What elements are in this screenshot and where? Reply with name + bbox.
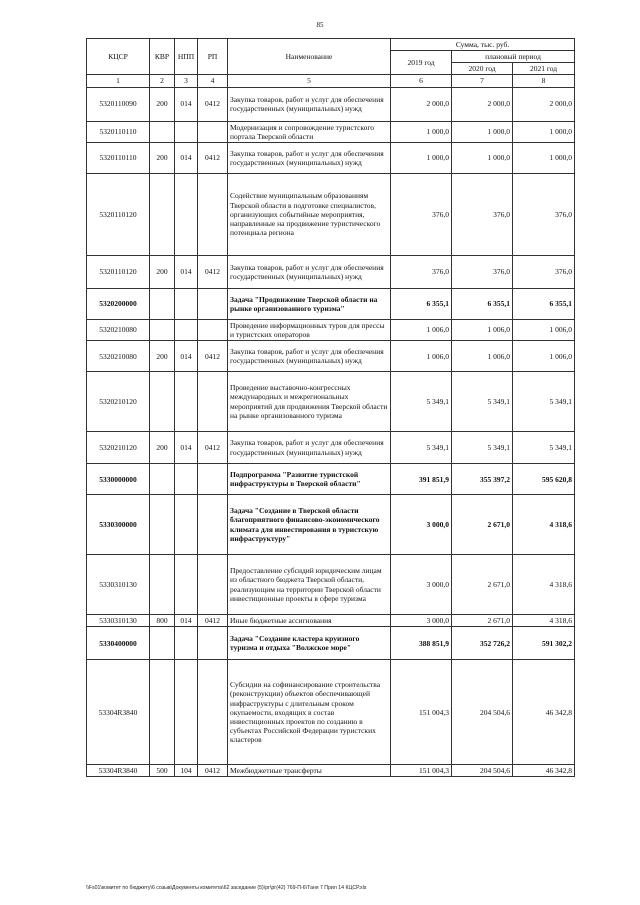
header-num: 7	[452, 75, 513, 87]
row-code: 5330400000	[87, 627, 150, 660]
row-value-2019: 151 004,3	[391, 660, 452, 765]
row-value-2020: 376,0	[452, 255, 513, 288]
row-value-2020: 1 006,0	[452, 341, 513, 372]
row-name: Закупка товаров, работ и услуг для обеспечения государственных (муниципальных) нужд	[228, 255, 391, 288]
header-rp: РП	[198, 39, 228, 75]
row-kvr	[150, 319, 175, 340]
row-code: 5330000000	[87, 464, 150, 495]
row-rp: 0412	[198, 142, 228, 173]
table-row	[87, 255, 575, 288]
row-npp: 014	[175, 142, 198, 173]
row-npp	[175, 464, 198, 495]
row-npp	[175, 555, 198, 615]
row-value-2021: 376,0	[513, 173, 575, 255]
row-code: 5320210080	[87, 319, 150, 340]
row-value-2019: 1 000,0	[391, 121, 452, 142]
row-kvr	[150, 372, 175, 432]
row-code: 5320110120	[87, 255, 150, 288]
row-name: Проведение выставочно-конгрессных международных и межрегиональных мероприятий для продвижения Тверской области на рынке организованного туризма	[228, 372, 391, 432]
row-name: Закупка товаров, работ и услуг для обеспечения государственных (муниципальных) нужд	[228, 142, 391, 173]
row-value-2021: 1 006,0	[513, 341, 575, 372]
row-code: 5320210120	[87, 372, 150, 432]
row-code: 53304R3840	[87, 660, 150, 765]
row-npp	[175, 660, 198, 765]
header-kcsr: КЦСР	[87, 39, 150, 75]
row-code: 5320200000	[87, 288, 150, 319]
header-kvr: КВР	[150, 39, 175, 75]
row-name: Задача "Создание в Тверской области благоприятного финансово-экономического климата для инвестирования в туристскую инфраструктуру"	[228, 495, 391, 555]
row-value-2020: 1 006,0	[452, 319, 513, 340]
row-rp: 0412	[198, 765, 228, 777]
row-kvr	[150, 288, 175, 319]
row-code: 5330310130	[87, 615, 150, 627]
row-npp	[175, 288, 198, 319]
page-number: 85	[316, 21, 324, 29]
row-rp	[198, 555, 228, 615]
row-value-2020: 5 349,1	[452, 432, 513, 464]
row-value-2021: 4 318,6	[513, 555, 575, 615]
row-name: Содействие муниципальным образованиям Тверской области в подготовке специалистов, организующих событийные мероприятия, направленные на продвижение туристического потенциала региона	[228, 173, 391, 255]
row-value-2021: 4 318,6	[513, 495, 575, 555]
row-rp: 0412	[198, 432, 228, 464]
row-kvr	[150, 464, 175, 495]
row-npp: 014	[175, 432, 198, 464]
row-kvr: 200	[150, 142, 175, 173]
row-value-2020: 2 671,0	[452, 495, 513, 555]
row-code: 5330310130	[87, 555, 150, 615]
row-rp	[198, 288, 228, 319]
row-rp	[198, 495, 228, 555]
table-row	[87, 464, 575, 495]
row-name: Иные бюджетные ассигнования	[228, 615, 391, 627]
row-value-2021: 1 006,0	[513, 319, 575, 340]
row-value-2019: 1 000,0	[391, 142, 452, 173]
row-value-2020: 376,0	[452, 173, 513, 255]
row-value-2019: 151 004,3	[391, 765, 452, 777]
row-kvr	[150, 173, 175, 255]
row-kvr	[150, 660, 175, 765]
row-value-2019: 5 349,1	[391, 372, 452, 432]
table-header	[87, 39, 575, 88]
row-kvr: 200	[150, 341, 175, 372]
row-name: Задача "Продвижение Тверской области на рынке организованного туризма"	[228, 288, 391, 319]
row-value-2020: 1 000,0	[452, 142, 513, 173]
row-rp	[198, 372, 228, 432]
row-npp: 014	[175, 255, 198, 288]
row-value-2020: 2 671,0	[452, 555, 513, 615]
row-value-2021: 595 620,8	[513, 464, 575, 495]
table-row	[87, 341, 575, 372]
table-row	[87, 372, 575, 432]
row-kvr	[150, 627, 175, 660]
row-value-2019: 3 000,0	[391, 495, 452, 555]
header-num: 5	[228, 75, 391, 87]
row-code: 5320110090	[87, 87, 150, 121]
row-rp: 0412	[198, 87, 228, 121]
row-name: Закупка товаров, работ и услуг для обеспечения государственных (муниципальных) нужд	[228, 432, 391, 464]
row-value-2020: 5 349,1	[452, 372, 513, 432]
row-npp	[175, 627, 198, 660]
row-value-2021: 6 355,1	[513, 288, 575, 319]
row-name: Закупка товаров, работ и услуг для обеспечения государственных (муниципальных) нужд	[228, 87, 391, 121]
row-value-2019: 1 006,0	[391, 341, 452, 372]
row-name: Предоставление субсидий юридическим лицам из областного бюджета Тверской области, реализующим на территории Тверской области инвестиционные проекты в сфере туризма	[228, 555, 391, 615]
row-value-2021: 46 342,8	[513, 765, 575, 777]
table-row	[87, 765, 575, 777]
row-npp: 014	[175, 87, 198, 121]
row-rp	[198, 464, 228, 495]
row-rp	[198, 319, 228, 340]
row-value-2021: 376,0	[513, 255, 575, 288]
row-kvr: 500	[150, 765, 175, 777]
row-value-2021: 1 000,0	[513, 121, 575, 142]
row-value-2019: 391 851,9	[391, 464, 452, 495]
row-value-2019: 5 349,1	[391, 432, 452, 464]
header-plan: плановый период	[452, 51, 575, 63]
row-value-2020: 2 671,0	[452, 615, 513, 627]
row-kvr: 200	[150, 87, 175, 121]
row-kvr: 200	[150, 432, 175, 464]
row-value-2021: 4 318,6	[513, 615, 575, 627]
row-kvr: 200	[150, 255, 175, 288]
row-code: 5320110110	[87, 121, 150, 142]
row-kvr	[150, 121, 175, 142]
row-value-2021: 5 349,1	[513, 432, 575, 464]
row-value-2021: 46 342,8	[513, 660, 575, 765]
table-row	[87, 173, 575, 255]
row-npp: 014	[175, 615, 198, 627]
table-row	[87, 87, 575, 121]
row-code: 5320210080	[87, 341, 150, 372]
file-path-footer: \\Fs01\комитет по бюджету\6 созыв\Документы комитета\62 заседание (5)\рг\рг(42) 769-П-6\Таня 7 Прил 14 КЦСР.xls	[86, 885, 367, 891]
row-kvr	[150, 495, 175, 555]
row-value-2019: 6 355,1	[391, 288, 452, 319]
row-value-2021: 5 349,1	[513, 372, 575, 432]
row-value-2021: 1 000,0	[513, 142, 575, 173]
row-rp	[198, 173, 228, 255]
row-value-2019: 376,0	[391, 255, 452, 288]
row-value-2020: 352 726,2	[452, 627, 513, 660]
table-row	[87, 121, 575, 142]
row-rp: 0412	[198, 255, 228, 288]
header-num: 1	[87, 75, 150, 87]
header-sum: Сумма, тыс. руб.	[391, 39, 575, 51]
row-code: 53304R3840	[87, 765, 150, 777]
row-value-2019: 2 000,0	[391, 87, 452, 121]
row-value-2020: 6 355,1	[452, 288, 513, 319]
budget-table	[86, 38, 575, 777]
row-name: Модернизация и сопровождение туристского портала Тверской области	[228, 121, 391, 142]
row-kvr: 800	[150, 615, 175, 627]
row-rp	[198, 121, 228, 142]
header-num: 6	[391, 75, 452, 87]
row-value-2019: 388 851,9	[391, 627, 452, 660]
table-row	[87, 627, 575, 660]
row-name: Закупка товаров, работ и услуг для обеспечения государственных (муниципальных) нужд	[228, 341, 391, 372]
row-npp	[175, 121, 198, 142]
row-name: Субсидии на софинансирование строительства (реконструкции) объектов обеспечивающей инфраструктуры с длительным сроком окупаемости, входящих в состав инвестиционных проектов по созданию в субъектах Российской Федерации туристских кластеров	[228, 660, 391, 765]
table-body	[87, 87, 575, 777]
table-row	[87, 432, 575, 464]
row-value-2019: 3 000,0	[391, 555, 452, 615]
row-npp	[175, 495, 198, 555]
row-code: 5330300000	[87, 495, 150, 555]
table-row	[87, 660, 575, 765]
row-npp: 014	[175, 341, 198, 372]
table-row	[87, 495, 575, 555]
row-rp: 0412	[198, 341, 228, 372]
header-npp: НПП	[175, 39, 198, 75]
table-row	[87, 288, 575, 319]
row-npp: 104	[175, 765, 198, 777]
row-value-2019: 376,0	[391, 173, 452, 255]
header-num: 4	[198, 75, 228, 87]
row-code: 5320110120	[87, 173, 150, 255]
row-code: 5320110110	[87, 142, 150, 173]
header-2020: 2020 год	[452, 63, 513, 75]
row-npp	[175, 319, 198, 340]
table-row	[87, 319, 575, 340]
header-number-row	[87, 75, 575, 87]
header-2019: 2019 год	[391, 51, 452, 75]
row-value-2020: 2 000,0	[452, 87, 513, 121]
row-value-2020: 355 397,2	[452, 464, 513, 495]
row-npp	[175, 173, 198, 255]
row-name: Межбюджетные трансферты	[228, 765, 391, 777]
row-value-2021: 591 302,2	[513, 627, 575, 660]
row-name: Проведение информационных туров для прессы и туристских операторов	[228, 319, 391, 340]
row-value-2020: 204 504,6	[452, 660, 513, 765]
row-rp	[198, 660, 228, 765]
header-name: Наименование	[228, 39, 391, 75]
row-name: Подпрограмма "Развитие туристской инфраструктуры в Тверской области"	[228, 464, 391, 495]
table-row	[87, 142, 575, 173]
row-value-2020: 1 000,0	[452, 121, 513, 142]
row-value-2019: 3 000,0	[391, 615, 452, 627]
row-rp: 0412	[198, 615, 228, 627]
row-value-2021: 2 000,0	[513, 87, 575, 121]
header-2021: 2021 год	[513, 63, 575, 75]
row-value-2020: 204 504,6	[452, 765, 513, 777]
header-num: 8	[513, 75, 575, 87]
row-value-2019: 1 006,0	[391, 319, 452, 340]
table-row	[87, 615, 575, 627]
row-kvr	[150, 555, 175, 615]
table-row	[87, 555, 575, 615]
header-num: 3	[175, 75, 198, 87]
row-rp	[198, 627, 228, 660]
row-npp	[175, 372, 198, 432]
row-code: 5320210120	[87, 432, 150, 464]
row-name: Задача "Создание кластера круизного туризма и отдыха "Волжское море"	[228, 627, 391, 660]
header-num: 2	[150, 75, 175, 87]
